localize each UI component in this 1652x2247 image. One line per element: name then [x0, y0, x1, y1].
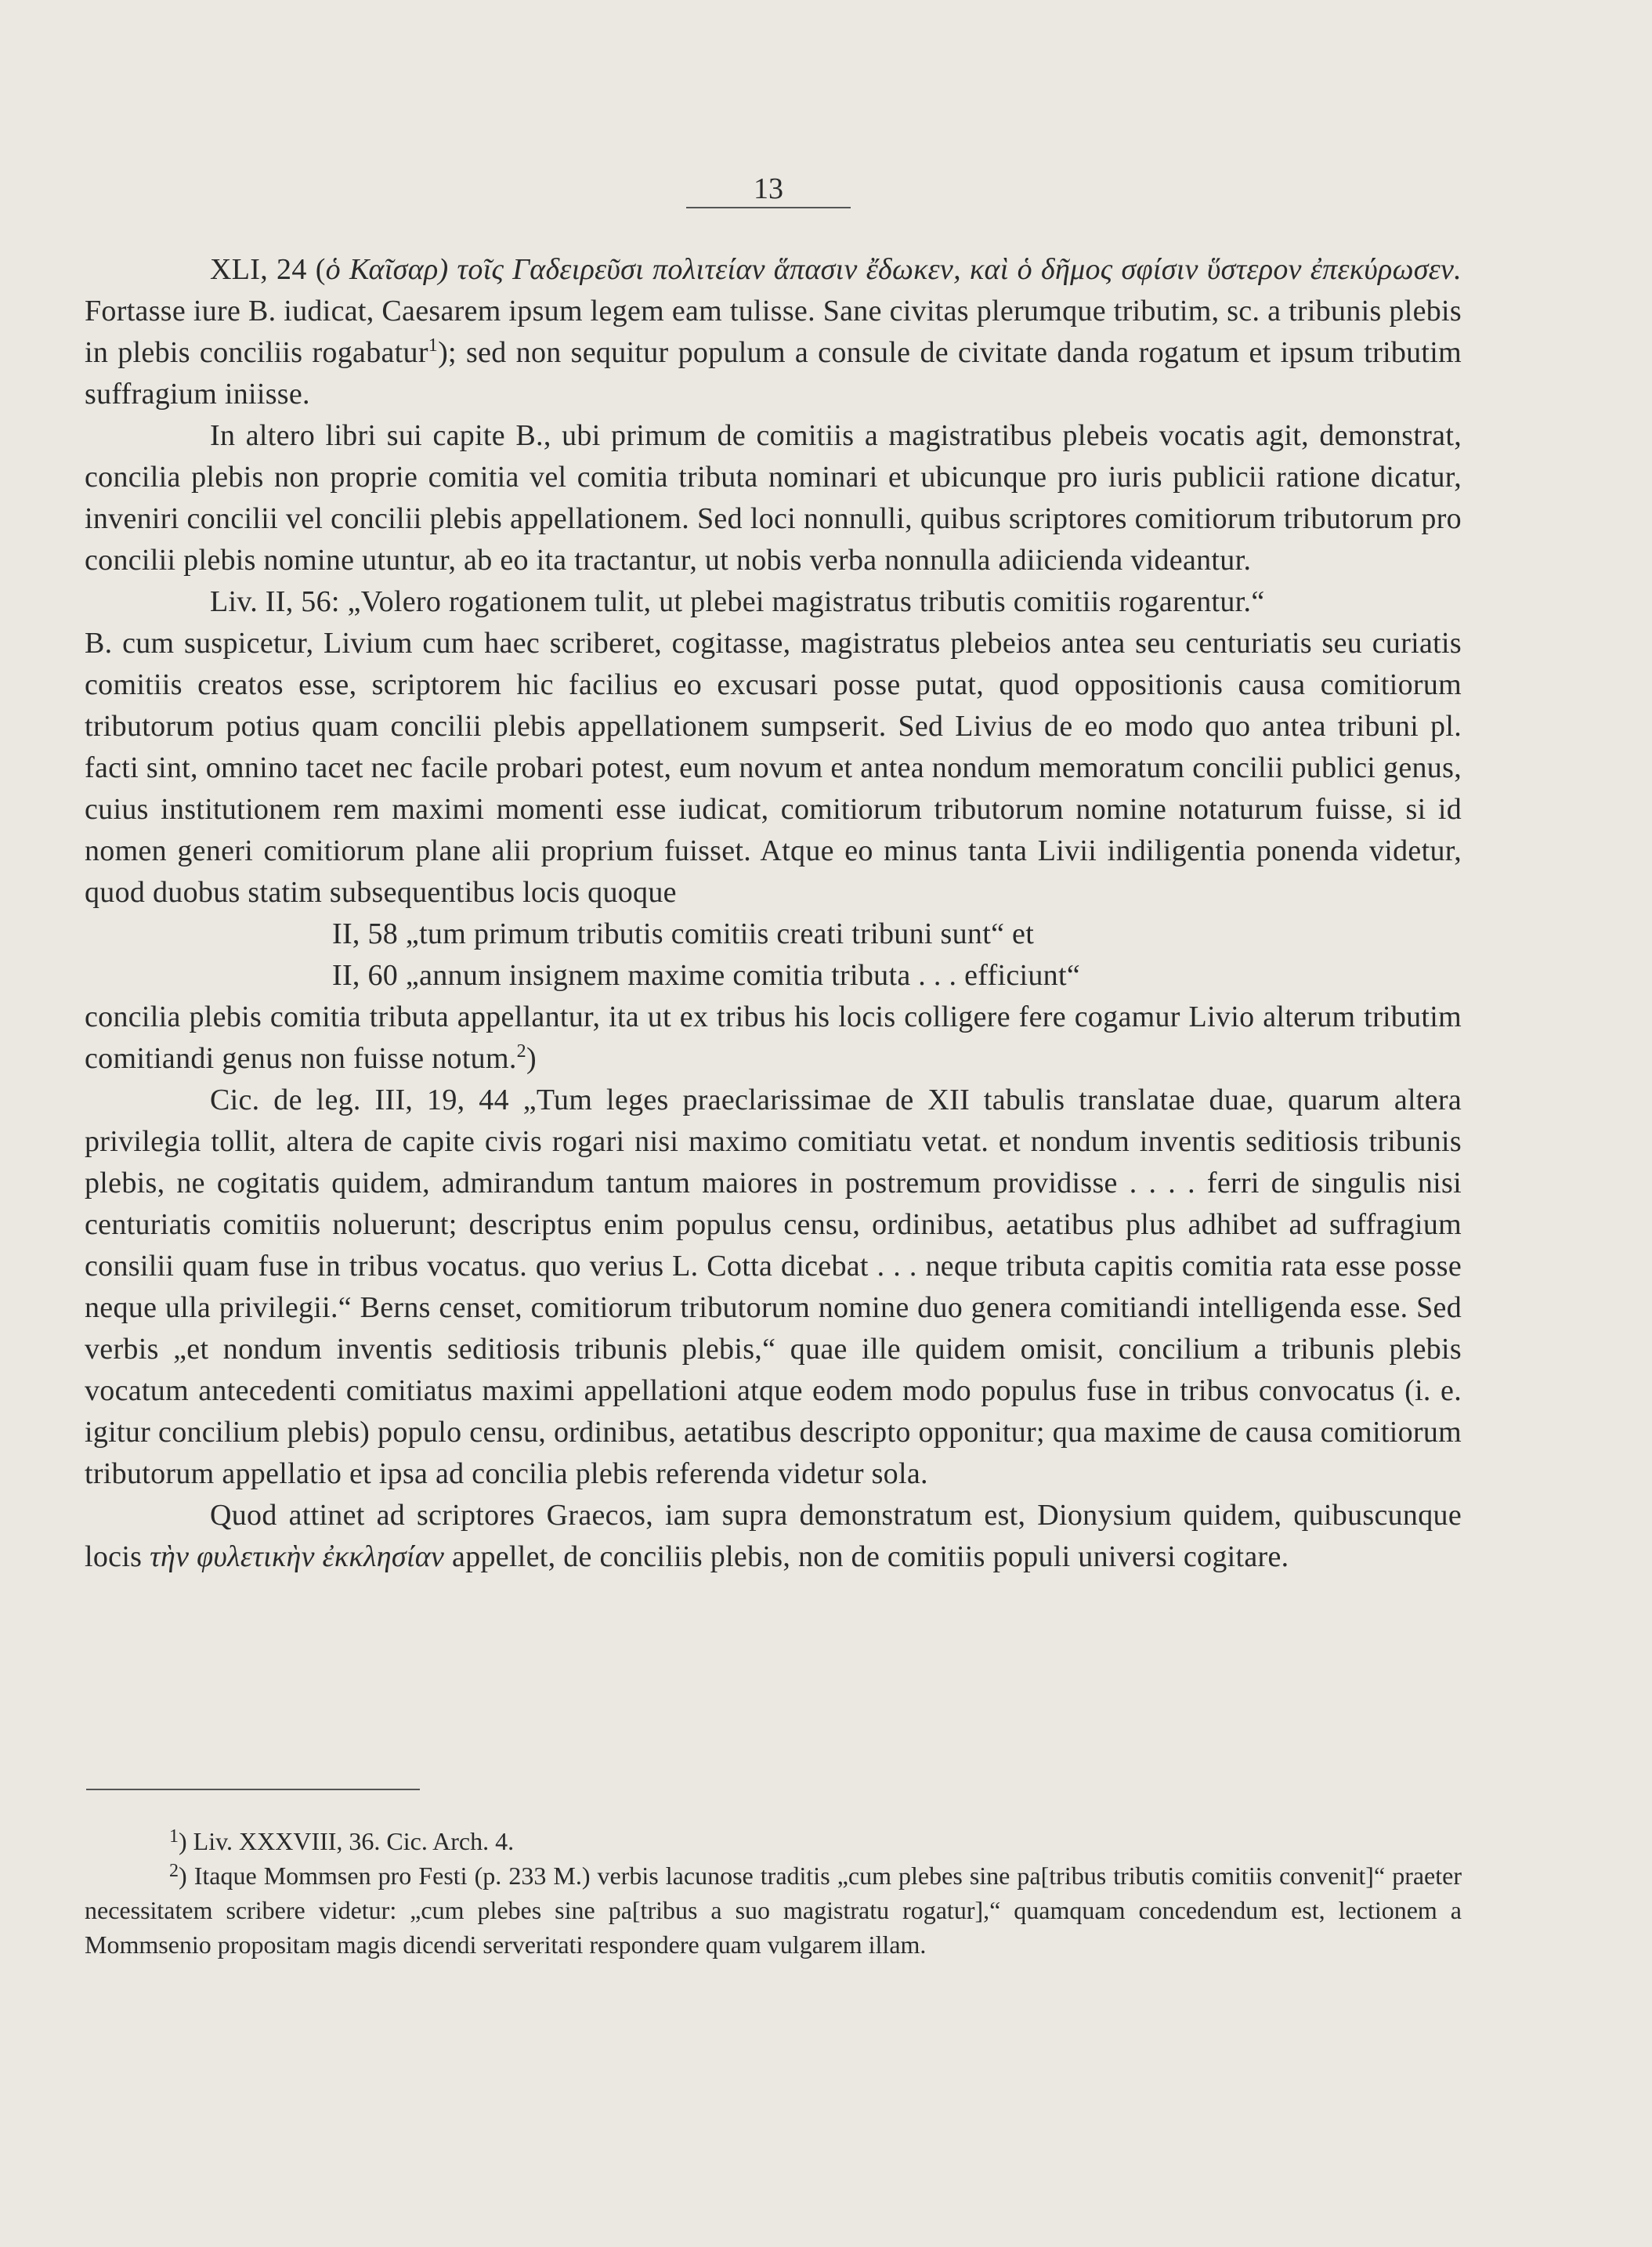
- footnote-1: [85, 1824, 1462, 1858]
- p5-text: concilia plebis comitia tributa appellantur, ita ut ex tribus his locis colligere fere cogamur Livio alterum tributim comitiandi genus non fuisse notum.: [85, 1000, 1462, 1075]
- paragraph-4: B. cum suspicetur, Livium cum haec scriberet, cogitasse, magistratus plebeios antea seu centuriatis seu curiatis comitiis creatos esse, scriptorem hic facilius eo excusari posse putat, quod oppositionis causa comitiorum tributorum potius quam concilii plebis appellationem sumpserit. Sed Livius de eo modo quo antea tribuni pl. facti sint, omnino tacet nec facile probari potest, eum novum et antea nondum memoratum concilii publici genus, cuius institutionem rem maximi momenti esse iudicat, comitiorum tributorum nomine notaturum fuisse, si id nomen generi comitiorum plane alii proprium fuisset. Atque eo minus tanta Livii indiligentia ponenda videtur, quod duobus statim subsequentibus locis quoque: [85, 627, 1462, 909]
- body-text: [85, 249, 1462, 1578]
- p1-text-2: ); sed non sequitur populum a consule de civitate danda rogatum et ipsum tributim suffragium iniisse.: [85, 336, 1462, 411]
- footnotes: [85, 1824, 1462, 1962]
- citation-2: II, 60 „annum insignem maxime comitia tributa . . . efficiunt“: [332, 959, 1080, 992]
- p5-tail: ): [526, 1042, 537, 1075]
- paragraph-7: [85, 1495, 1462, 1578]
- footnote-2: [85, 1858, 1462, 1962]
- footnote-2-mark: 2: [169, 1861, 179, 1881]
- footnote-ref-1[interactable]: 1: [428, 335, 439, 356]
- greek-quotation: ὁ Καῖσαρ) τοῖς Γαδειρεῦσι πολιτείαν ἅπασιν ἔδωκεν, καὶ ὁ δῆμος σφίσιν ὕστερον ἐπεκύρωσεν.: [325, 253, 1462, 286]
- greek-phrase: τὴν φυλετικὴν ἐκκλησίαν: [150, 1540, 445, 1573]
- page-number-rule: [686, 207, 851, 208]
- footnote-separator: [86, 1789, 420, 1790]
- p7-text-2: appellet, de conciliis plebis, non de comitiis populi universi cogitare.: [444, 1540, 1289, 1573]
- page-number: 13: [754, 172, 783, 205]
- footnote-2-text: ) Itaque Mommsen pro Festi (p. 233 M.) verbis lacunose traditis „cum plebes sine pa[tribus tributis comitiis convenit]“ praeter necessitatem scribere videtur: „cum plebes sine pa[tribus a suo magistratu rogatur],“ quamquam concedendum est, lectionem a Mommsenio propositam magis dicendi serveritati respondere quam vulgarem illam.: [85, 1862, 1462, 1959]
- citation-1: II, 58 „tum primum tributis comitiis creati tribuni sunt“ et: [332, 917, 1035, 950]
- paragraph-3: Liv. II, 56: „Volero rogationem tulit, ut plebei magistratus tributis comitiis rogarentur.“: [210, 585, 1265, 618]
- paragraph-6: Cic. de leg. III, 19, 44 „Tum leges praeclarissimae de XII tabulis translatae duae, quarum altera privilegia tollit, altera de capite civis rogari nisi maximo comitiatu vetat. et nondum inventis seditiosis tribunis plebis, ne cogitatis quidem, admirandum tantum maiores in postremum providisse . . . . ferri de singulis nisi centuriatis comitiis noluerunt; descriptus enim populus censu, ordinibus, aetatibus plus adhibet ad suffragium consilii quam fuse in tribus vocatus. quo verius L. Cotta dicebat . . . neque tributa capitis comitia rata esse posse neque ulla privilegii.“ Berns censet, comitiorum tributorum nomine duo genera comitiandi intelligenda esse. Sed verbis „et nondum inventis seditiosis tribunis plebis,“ quae ille quidem omisit, concilium a tribunis plebis vocatum antecedenti comitiatus maximi appellationi atque eodem modo populus fuse in tribus convocatus (i. e. igitur concilium plebis) populo censu, ordinibus, aetatibus descripto opponitur; qua maxime de causa comitiorum tributorum appellatio et ipsa ad concilia plebis referenda videtur sola.: [85, 1084, 1462, 1490]
- footnote-ref-2[interactable]: 2: [516, 1041, 526, 1062]
- footnote-1-mark: 1: [169, 1826, 179, 1847]
- p1-text-1: Fortasse iure B. iudicat, Caesarem ipsum legem eam tulisse. Sane civitas plerumque tributim, sc. a tribunis plebis in plebis conciliis rogabatur: [85, 295, 1462, 369]
- p7-text-1: Quod attinet ad scriptores Graecos, iam supra demonstratum est, Dionysium quidem, quibuscunque locis: [85, 1499, 1462, 1573]
- paragraph-1: [85, 249, 1462, 415]
- paragraph-2: In altero libri sui capite B., ubi primum de comitiis a magistratibus plebeis vocatis agit, demonstrat, concilia plebis non proprie comitia vel comitia tributa nominari et ubicunque pro iuris publicii ratione dicatur, inveniri concilii vel concilii plebis appellationem. Sed loci nonnulli, quibus scriptores comitiorum tributorum pro concilii plebis nomine utuntur, ab eo ita tractantur, ut nobis verba nonnulla adiicienda videantur.: [85, 419, 1462, 577]
- footnote-1-text: ) Liv. XXXVIII, 36. Cic. Arch. 4.: [179, 1827, 515, 1855]
- p1-lead: XLI, 24 (: [210, 253, 326, 286]
- paragraph-5: [85, 997, 1462, 1080]
